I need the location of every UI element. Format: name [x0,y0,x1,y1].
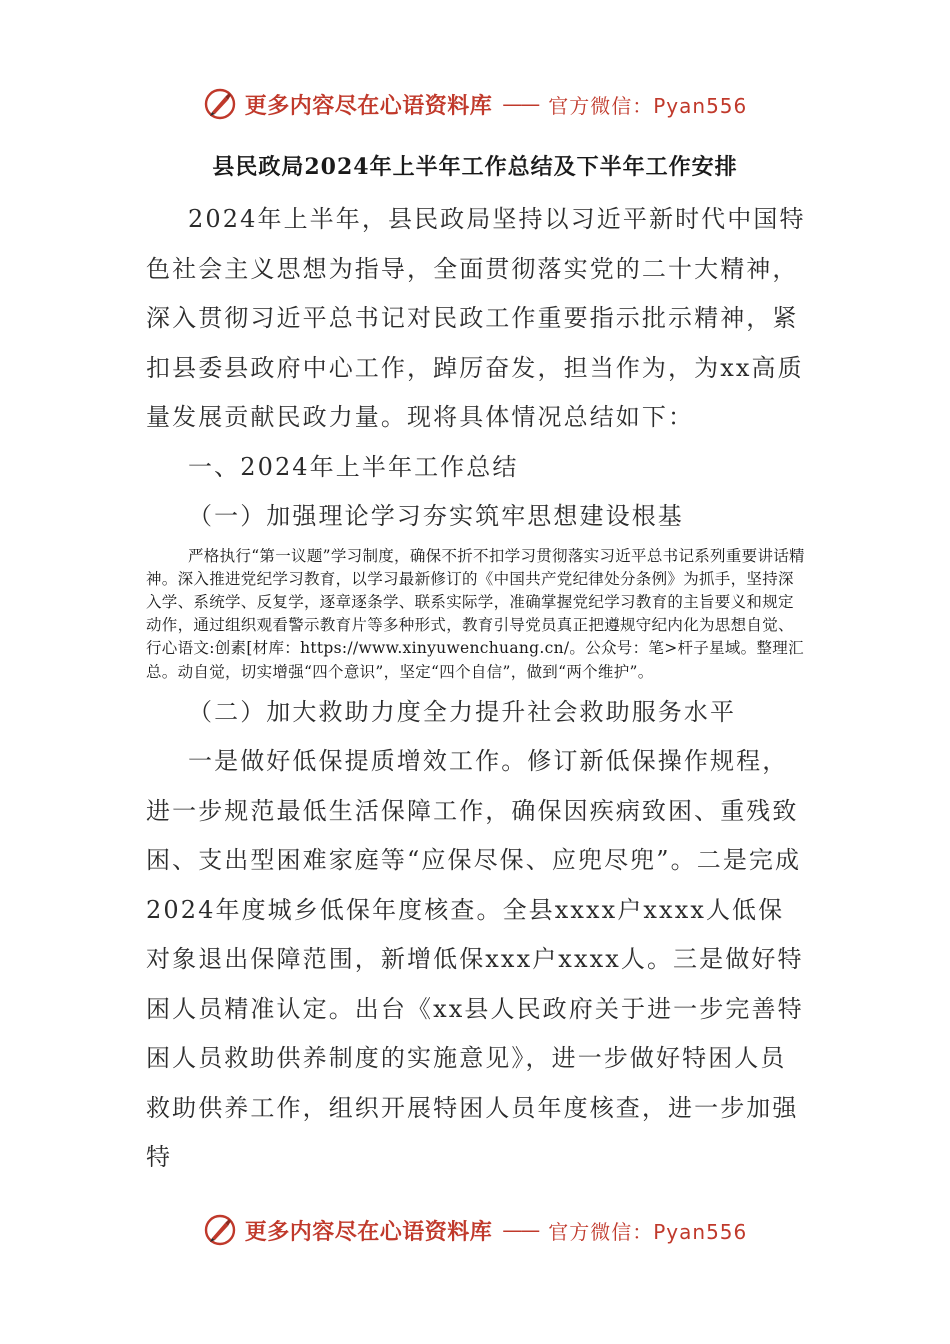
watermark-brand: 更多内容尽在心语资料库 [244,92,493,119]
intro-paragraph: 2024年上半年，县民政局坚持以习近平新时代中国特色社会主义思想为指导，全面贯彻落实党的二十大精神，深入贯彻习近平总书记对民政工作重要指示批示精神，紧扣县委县政府中心工作，踔厉奋发，担当作为，为xx高质量发展贡献民政力量。现将具体情况总结如下： [146,205,806,431]
watermark-banner-top [0,80,950,128]
watermark-contact: 官方微信：Pyan556 [548,93,748,118]
subsection-body-2: 一是做好低保提质增效工作。修订新低保操作规程，进一步规范最低生活保障工作，确保因疾病致困、重残致困、支出型困难家庭等“应保尽保、应兜尽兜”。二是完成2024年度城乡低保年度核查。全县xxxx户xxxx人低保对象退出保障范围，新增低保xxx户xxxx人。三是做好特困人员精准认定。出台《xx县人民政府关于进一步完善特困人员救助供养制度的实施意见》，进一步做好特困人员救助供养工作，组织开展特困人员年度核查，进一步加强特 [146,747,804,1172]
pen-circle-logo-icon [203,1213,237,1247]
subsection-heading-1: （一）加强理论学习夯实筑牢思想建设根基 [188,502,684,530]
document-title: 县民政局2024年上半年工作总结及下半年工作安排 [212,154,738,180]
pen-circle-logo-icon [203,87,237,121]
watermark-separator: —— [502,1218,539,1242]
watermark-brand: 更多内容尽在心语资料库 [244,1218,493,1245]
section-heading-1: 一、2024年上半年工作总结 [188,452,519,481]
document-body [146,195,806,1183]
watermark-banner-bottom [0,1206,950,1254]
watermark-contact: 官方微信：Pyan556 [548,1219,748,1244]
watermark-separator: —— [502,92,539,116]
subsection-heading-2: （二）加大救助力度全力提升社会救助服务水平 [188,697,737,726]
subsection-body-1: 严格执行“第一议题”学习制度，确保不折不扣学习贯彻落实习近平总书记系列重要讲话精神。深入推进党纪学习教育，以学习最新修订的《中国共产党纪律处分条例》为抓手，坚持深入学、系统学、反复学，逐章逐条学、联系实际学，准确掌握党纪学习教育的主旨要义和规定动作，通过组织观看警示教育片等多种形式，教育引导党员真正把遵规守纪内化为思想自觉、行心语文:创素[材库：https://www.xinyuwenchuang.cn/。公众号：笔>杆子星域。整理汇总。动自觉，切实增强“四个意识”，坚定“四个自信”，做到“两个维护”。 [146,546,805,681]
